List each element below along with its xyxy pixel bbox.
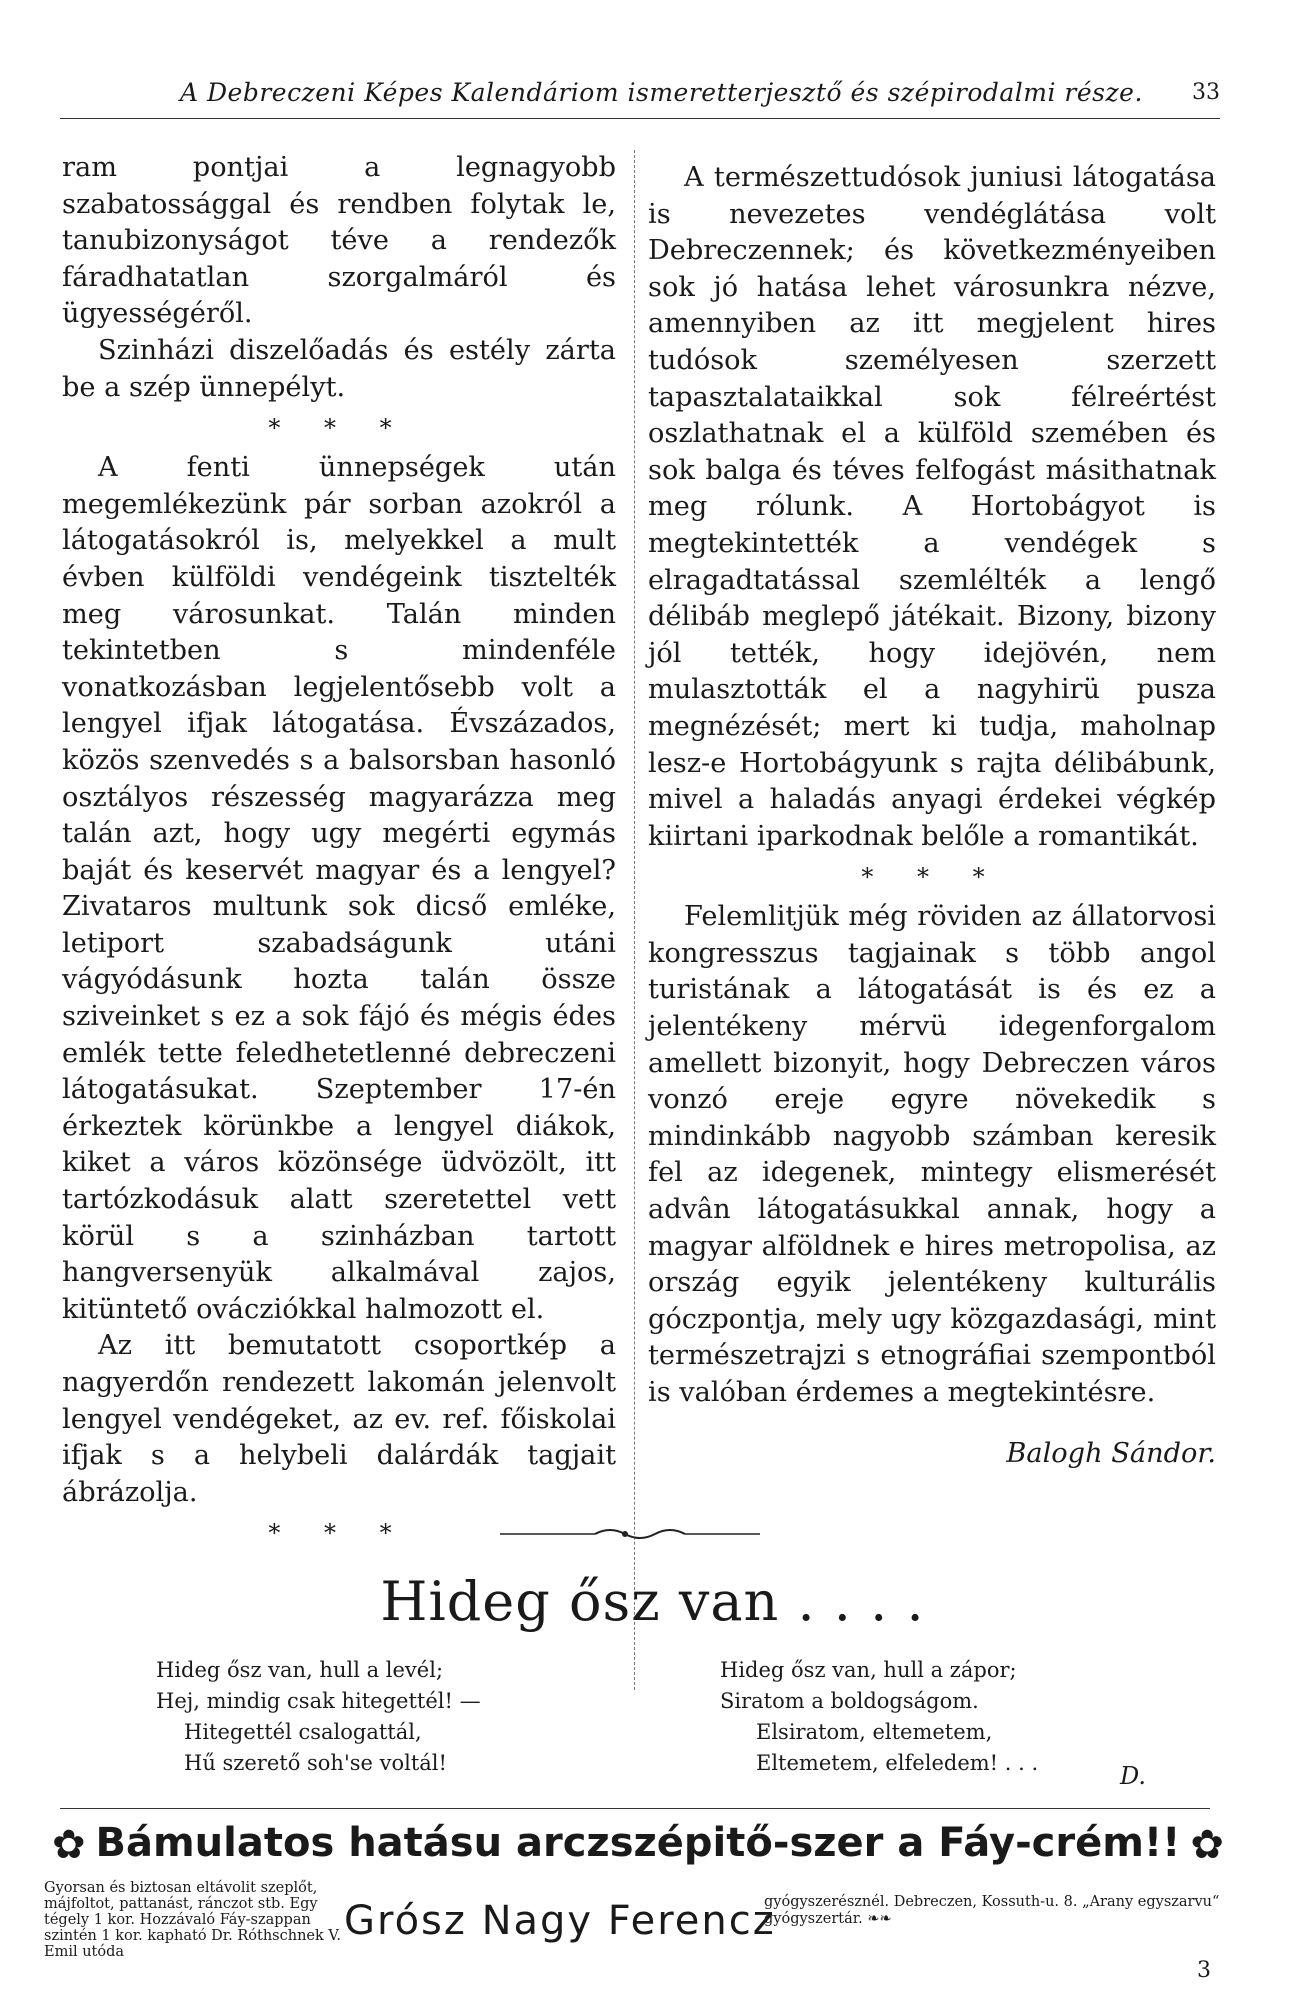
section-stars-2: * * * — [268, 1519, 410, 1548]
poem-line: Elsiratom, eltemetem, — [756, 1720, 993, 1744]
poem-right-stanza — [720, 1655, 1140, 1779]
poem-author-initial: D. — [1120, 1762, 1147, 1790]
left-paragraph-2: Szinházi diszelőadás és estély zárta be a szép ünnepélyt. — [62, 334, 616, 403]
column-divider — [634, 150, 635, 1690]
flower-ornament-icon: ✿ — [1190, 1822, 1224, 1868]
advertisement-left-text: Gyorsan és biztosan eltávolit szeplőt, májfoltot, pattanást, ránczot stb. Egy tégely 1 kor. Hozzávaló Fáy-szappan szintén 1 kor. kapható Dr. Róthschnek V. Emil utóda — [44, 1880, 341, 1960]
poem-line: Hideg ősz van, hull a zápor; — [720, 1658, 1017, 1682]
header-title: A Debreczeni Képes Kalendáriom ismeretterjesztő és szépirodalmi része. — [180, 78, 1143, 107]
poem-line: Hű szerető soh'se voltál! — [184, 1751, 447, 1775]
advertisement-headline — [42, 1820, 1222, 1868]
right-paragraph-1: A természettudósok juniusi látogatása is nevezetes vendéglátása volt Debreczennek; és következményeiben sok jó hatása lehet városunkra nézve, amennyiben az itt megjelent hires tudósok személyesen szerzett tapasztalataikkal sok félreértést oszlathatnak el a külföld szemében és sok balga és téves felfogást másithatnak meg rólunk. A Hortobágyot is megtekintették a vendégek s elragadtatással szemlélték a lengő délibáb meglepő játékait. Bizony, bizony jól tették, hogy idejövén, nem mulasztották el a nagyhirü pusza megnézését; mert ki tudja, maholnap lesz-e Hortobágyunk s rajta délibábunk, mivel a haladás anyagi érdekei végkép kiirtani iparkodnak belőle a romantikát. — [648, 162, 1216, 852]
left-paragraph-4: Az itt bemutatott csoportkép a nagyerdőn rendezett lakomán jelenvolt lengyel vendégeket, az ev. ref. főiskolai ifjak s a helybeli dalárdák tagjait ábrázolja. — [62, 1330, 616, 1508]
poem-line: Eltemetem, elfeledem! . . . — [756, 1751, 1039, 1775]
poem-left-stanza — [156, 1655, 576, 1779]
running-header — [60, 78, 1220, 118]
right-paragraph-2: Felemlitjük még röviden az állatorvosi kongresszus tagjainak s több angol turistának a látogatását is és ez a jelentékeny mérvü idegenforgalom amellett bizonyit, hogy Debreczen város vonzó ereje egyre növekedik s mindinkább nagyobb számban keresik fel az idegenek, mintegy elismerését advân látogatásukkal annak, hogy a magyar alföldnek e hires metropolisa, az ország egyik jelentékeny kulturális góczpontja, mely ugy közgazdasági, mint természetrajzi s etnográfiai szempontból is valóban érdemes a megtekintésre. — [648, 901, 1216, 1408]
advertisement-body — [44, 1880, 1224, 1960]
section-stars-1: * * * — [268, 414, 410, 443]
poem-line: Hej, mindig csak hitegettél! — — [156, 1689, 481, 1713]
left-column — [62, 150, 616, 1555]
poem-line: Siratom a boldogságom. — [720, 1689, 979, 1713]
section-stars-3: * * * — [861, 863, 1003, 892]
left-paragraph-1: ram pontjai a legnagyobb szabatossággal és rendben folytak le, tanubizonyságot téve a rendezők fáradhatatlan szorgalmáról és ügyességéről. — [62, 152, 616, 330]
advertisement-headline-text: Bámulatos hatásu arczszépitő-szer a Fáy-crém!! — [95, 1820, 1181, 1866]
header-page-number: 33 — [1192, 80, 1220, 105]
ornament-divider-icon — [500, 1524, 760, 1544]
end-ornament-icon: ❧❧ — [867, 1911, 892, 1927]
advertisement-address: gyógyszerésznél. Debreczen, Kossuth-u. 8. „Arany egyszarvu“ gyógyszertár. — [764, 1894, 1220, 1927]
header-rule — [60, 118, 1220, 119]
advertisement-rule — [60, 1808, 1210, 1809]
flower-ornament-icon: ✿ — [52, 1822, 86, 1868]
advertisement-pharmacist-name: Grósz Nagy Ferencz — [344, 1898, 776, 1944]
left-paragraph-3: A fenti ünnepségek után megemlékezünk pár sorban azokról a látogatásokról is, melyekkel a mult évben külföldi vendégeink tisztelték meg városunkat. Talán minden tekintetben s mindenféle vonatkozásban legjelentősebb volt a lengyel ifjak látogatása. Évszázados, közös szenvedés s a balsorsban hasonló osztályos részesség magyarázza meg talán azt, hogy ugy megérti egymás baját és keservét magyar és a lengyel? Zivataros multunk sok dicső emléke, letiport szabadságunk utáni vágyódásunk hozta talán össze sziveinket s ez a sok fájó és mégis édes emlék tette feledhetetlenné debreczeni látogatásukat. Szeptember 17-én érkeztek körünkbe a lengyel diákok, kiket a város közönsége üdvözölt, itt tartózkodásuk alatt szeretettel vett körül s a szinházban tartott hangversenyük alkalmával zajos, kitüntető ovácziókkal halmozott el. — [62, 452, 616, 1325]
poem-title: Hideg ősz van . . . . — [380, 1570, 925, 1633]
advertisement-right-text — [764, 1894, 1234, 1928]
author-signature: Balogh Sándor. — [1006, 1437, 1216, 1469]
poem-line: Hitegettél csalogattál, — [184, 1720, 422, 1744]
poem-line: Hideg ősz van, hull a levél; — [156, 1658, 444, 1682]
sheet-number: 3 — [1197, 1958, 1211, 1983]
right-column — [648, 160, 1216, 1472]
